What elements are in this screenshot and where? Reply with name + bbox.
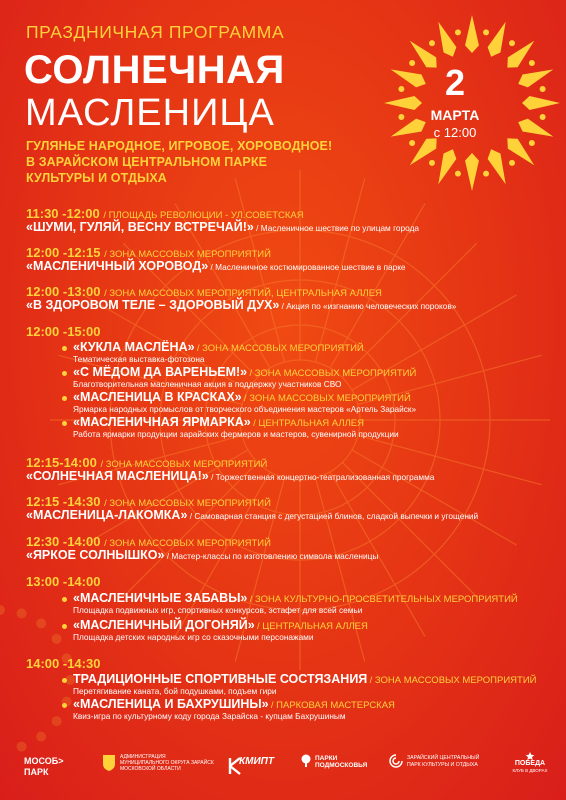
coat-of-arms-icon xyxy=(102,754,116,772)
bullet-icon xyxy=(62,703,67,708)
ornament-dot xyxy=(17,608,27,618)
event-title: «МАСЛЕНИЦА И БАХРУШИНЫ» xyxy=(73,697,269,711)
event-row xyxy=(73,697,395,711)
event-title: «МАСЛЕНИЧНЫЕ ЗАБАВЫ» xyxy=(73,591,248,605)
event-title: «МАСЛЕНИЦА-ЛАКОМКА» xyxy=(26,508,188,522)
event-row xyxy=(26,298,456,312)
event-location: / ЗОНА КУЛЬТУРНО-ПРОСВЕТИТЕЛЬНЫХ МЕРОПРИЯТИЙ xyxy=(249,594,518,605)
event-row xyxy=(73,415,364,429)
event-location: / ЗОНА МАССОВЫХ МЕРОПРИЯТИЙ xyxy=(243,393,411,404)
event-time: 12:15 -14:30 / ЗОНА МАССОВЫХ МЕРОПРИЯТИЙ xyxy=(26,494,271,509)
event-row xyxy=(73,672,537,686)
ornament-ray xyxy=(352,450,517,545)
event-title: «КУКЛА МАСЛЁНА» xyxy=(73,340,195,354)
event-description: Ярмарка народных промыслов от творческого объединения мастеров «Артель Зарайск» xyxy=(73,404,417,414)
sun-dot xyxy=(398,86,404,92)
event-row xyxy=(26,508,478,522)
sun-ray xyxy=(518,69,553,87)
sun-dot xyxy=(398,114,404,120)
event-location: / ЦЕНТРАЛЬНАЯ АЛЛЕЯ xyxy=(256,621,368,632)
event-time: 12:00 -15:00 xyxy=(26,324,101,339)
sun-dot xyxy=(483,171,489,177)
event-description: Благотворительная масленичная акция в поддержку участников СВО xyxy=(73,379,342,389)
event-time: 12:15-14:00 / ЗОНА МАССОВЫХ МЕРОПРИЯТИЙ xyxy=(26,455,268,470)
bullet-icon xyxy=(62,396,67,401)
sun-dot xyxy=(540,114,546,120)
date-month: МАРТА xyxy=(430,107,480,123)
event-location: / ЗОНА МАССОВЫХ МЕРОПРИЯТИЙ xyxy=(196,343,364,354)
event-time: 12:00 -12:15 / ЗОНА МАССОВЫХ МЕРОПРИЯТИЙ xyxy=(26,245,271,260)
sun-dot xyxy=(409,140,415,146)
event-row xyxy=(26,469,434,483)
event-row xyxy=(73,365,416,379)
event-title: «ШУМИ, ГУЛЯЙ, ВЕСНУ ВСТРЕЧАЙ!» xyxy=(26,220,254,234)
event-row xyxy=(73,591,518,605)
tree-icon xyxy=(300,754,312,768)
subtitle-line-1: ГУЛЯНЬЕ НАРОДНОЕ, ИГРОВОЕ, ХОРОВОДНОЕ! xyxy=(26,139,333,153)
date-time: с 12:00 xyxy=(433,125,477,140)
bullet-icon xyxy=(62,421,67,426)
title-line-1: СОЛНЕЧНАЯ xyxy=(24,48,285,92)
sun-ray xyxy=(522,96,560,110)
event-row xyxy=(73,390,411,404)
sun-ray xyxy=(465,15,479,53)
mosobl-park-logo: МОСОБ> ПАРК xyxy=(24,756,64,777)
event-description: Площадка детских народных игр со сказочными персонажами xyxy=(73,632,314,642)
sun-dot xyxy=(529,60,535,66)
pobeda-logo: ПОБЕДА КЛУБ В ДВОРАХ xyxy=(510,752,550,773)
ornament-dot xyxy=(52,634,62,644)
poster: ПРАЗДНИЧНАЯ ПРОГРАММА СОЛНЕЧНАЯ МАСЛЕНИЦА ГУЛЯНЬЕ НАРОДНОЕ, ИГРОВОЕ, ХОРОВОДНОЕ! В ЗАРАЙСКОМ ЦЕНТРАЛЬНОМ ПАРКЕ КУЛЬТУРЫ И ОТДЫХА 2 МАРТА с 12:00 11:30 -12:00 / ПЛОЩАДЬ РЕВОЛЮЦИИ - УЛ.СОВЕТСКАЯ «ШУМИ, ГУЛЯЙ, ВЕСНУ ВСТРЕЧАЙ!» / Масленичное шествие по улицам города 12:00 -12:15 / ЗОНА МАССОВЫХ МЕРОПРИЯТИЙ «МАСЛЕНИЧНЫЙ ХОРОВОД» / Масленичное костюмированное шествие в парке 12:00 -13:00 / ЗОНА МАССОВЫХ МЕРОПРИЯТИЙ, ЦЕНТРАЛЬНАЯ АЛЛЕЯ «В ЗДОРОВОМ ТЕЛЕ – ЗДОРОВЫЙ ДУХ» / Акция по «изгнанию человеческих пороков» 12:00 -15:00 «КУКЛА МАСЛЁНА» / ЗОНА МАССОВЫХ МЕРОПРИЯТИЙ Тематическая выставка-фотозона «С МЁДОМ ДА ВАРЕНЬЕМ!» / ЗОНА МАССОВЫХ МЕРОПРИЯТИЙ Благотворительная масленичная акция в поддержку участников СВО «МАСЛЕНИЦА В КРАСКАХ» / ЗОНА МАССОВЫХ МЕРОПРИЯТИЙ Ярмарка народных промыслов от творческого объединения мастеров «Артель Зарайск» «МАСЛЕНИЧНАЯ ЯРМАРКА» / ЦЕНТРАЛЬНАЯ АЛЛЕЯ Работа ярмарки продукции зарайских фермеров и мастеров, сувенирной продукции 12:15-14:00 / ЗОНА МАССОВЫХ МЕРОПРИЯТИЙ «СОЛНЕЧНАЯ МАСЛЕНИЦА!» / Торжественная концертно-театрализованная программа 12:15 -14:30 / ЗОНА МАССОВЫХ МЕРОПРИЯТИЙ «МАСЛЕНИЦА-ЛАКОМКА» / Самоварная станция с дегустацией блинов, сладкой выпечки и угощений 12:30 -14:00 / ЗОНА МАССОВЫХ МЕРОПРИЯТИЙ «ЯРКОЕ СОЛНЫШКО» / Мастер-классы по изготовлению символа масленицы 13:00 -14:00 «МАСЛЕНИЧНЫЕ ЗАБАВЫ» / ЗОНА КУЛЬТУРНО-ПРОСВЕТИТЕЛЬНЫХ МЕРОПРИЯТИЙ Площадка подвижных игр, спортивных конкурсов, эстафет для всей семьи «МАСЛЕНИЧНЫЙ ДОГОНЯЙ» / ЦЕНТРАЛЬНАЯ АЛЛЕЯ Площадка детских народных игр со сказочными персонажами 14:00 -14:30 ТРАДИЦИОННЫЕ СПОРТИВНЫЕ СОСТЯЗАНИЯ / ЗОНА МАССОВЫХ МЕРОПРИЯТИЙ Перетягивание каната, бой подушками, подъем гири «МАСЛЕНИЦА И БАХРУШИНЫ» / ПАРКОВАЯ МАСТЕРСКАЯ Квиз-игра по культурному коду города Зарайска - купцам Бахрушиным МОСОБ> ПАРК АДМИНИСТРАЦИЯ МУНИЦИПАЛЬНОГО ОКРУГА ЗАРАЙСК МОСКОВСКОЙ ОБЛАСТИ КМИПТ ПАРКИ ПОДМОСКОВЬЯ ЗАРАЙСКИЙ ЦЕНТРАЛЬНЫЙ ПАРК КУЛЬТУРЫ И ОТДЫХА ПОБЕДА КЛУБ В ДВОРАХ xyxy=(0,0,566,800)
event-location: / ЗОНА МАССОВЫХ МЕРОПРИЯТИЙ xyxy=(100,459,268,470)
event-row xyxy=(26,548,378,562)
park-swirl-icon xyxy=(388,753,404,769)
sun-dot xyxy=(483,29,489,35)
ornament-dot xyxy=(36,732,46,742)
event-title: «МАСЛЕНИЧНЫЙ ДОГОНЯЙ» xyxy=(73,618,255,632)
event-title: «МАСЛЕНИЧНАЯ ЯРМАРКА» xyxy=(73,415,251,429)
event-location: / ЗОНА МАССОВЫХ МЕРОПРИЯТИЙ xyxy=(104,538,271,549)
event-description: Площадка подвижных игр, спортивных конкурсов, эстафет для всей семьи xyxy=(73,605,363,615)
event-time: 12:30 -14:00 / ЗОНА МАССОВЫХ МЕРОПРИЯТИЙ xyxy=(26,534,271,549)
sun-ray xyxy=(438,22,456,57)
event-title: ТРАДИЦИОННЫЕ СПОРТИВНЫЕ СОСТЯЗАНИЯ xyxy=(73,672,368,686)
bullet-icon xyxy=(62,597,67,602)
sun-dot xyxy=(455,29,461,35)
event-location: / ЗОНА МАССОВЫХ МЕРОПРИЯТИЙ xyxy=(104,249,271,260)
event-description: / Акция по «изгнанию человеческих пороков» xyxy=(281,301,457,311)
event-description: Тематическая выставка-фотозона xyxy=(73,354,205,364)
star-icon xyxy=(525,752,535,760)
event-location: / ЗОНА МАССОВЫХ МЕРОПРИЯТИЙ xyxy=(104,498,271,509)
event-location: / ЗОНА МАССОВЫХ МЕРОПРИЯТИЙ xyxy=(369,675,537,686)
subtitle xyxy=(26,138,332,186)
sun-icon xyxy=(372,8,566,198)
event-title: «МАСЛЕНИЦА В КРАСКАХ» xyxy=(73,390,242,404)
bullet-icon xyxy=(62,624,67,629)
event-title: «С МЁДОМ ДА ВАРЕНЬЕМ!» xyxy=(73,365,248,379)
event-row xyxy=(73,340,364,354)
date-day: 2 xyxy=(444,62,466,103)
event-location: / ЦЕНТРАЛЬНАЯ АЛЛЕЯ xyxy=(253,418,365,429)
ornament-dot xyxy=(0,605,5,615)
ornament-dot xyxy=(52,716,62,726)
sun-dot xyxy=(429,40,435,46)
event-description: Перетягивание каната, бой подушками, подъем гири xyxy=(73,686,277,696)
event-time: 12:00 -13:00 / ЗОНА МАССОВЫХ МЕРОПРИЯТИЙ, ЦЕНТРАЛЬНАЯ АЛЛЕЯ xyxy=(26,284,382,299)
event-description: Работа ярмарки продукции зарайских фермеров и мастеров, сувенирной продукции xyxy=(73,429,399,439)
event-title: «ЯРКОЕ СОЛНЫШКО» xyxy=(26,548,165,562)
event-description: / Масленичное шествие по улицам города xyxy=(256,223,420,233)
event-location: / ЗОНА МАССОВЫХ МЕРОПРИЯТИЙ xyxy=(249,368,417,379)
sun-dot xyxy=(429,160,435,166)
event-row xyxy=(26,259,406,273)
event-time: 13:00 -14:00 xyxy=(26,574,101,589)
event-location: / ЗОНА МАССОВЫХ МЕРОПРИЯТИЙ, ЦЕНТРАЛЬНАЯ АЛЛЕЯ xyxy=(104,288,382,299)
event-description: / Торжественная концертно-театрализованная программа xyxy=(211,472,435,482)
event-title: «В ЗДОРОВОМ ТЕЛЕ – ЗДОРОВЫЙ ДУХ» xyxy=(26,298,280,312)
event-description: Квиз-игра по культурному коду города Зарайска - купцам Бахрушиным xyxy=(73,711,346,721)
event-description: / Мастер-классы по изготовлению символа масленицы xyxy=(166,551,379,561)
event-location: / ПАРКОВАЯ МАСТЕРСКАЯ xyxy=(270,700,395,711)
event-time: 14:00 -14:30 xyxy=(26,656,101,671)
sun-dot xyxy=(509,40,515,46)
bullet-icon xyxy=(62,346,67,351)
sun-dot xyxy=(509,160,515,166)
event-description: / Масленичное костюмированное шествие в парке xyxy=(210,262,406,272)
sun-dot xyxy=(455,171,461,177)
sun-dot xyxy=(529,140,535,146)
sun-ray xyxy=(488,22,506,57)
bullet-icon xyxy=(62,678,67,683)
sun-ray xyxy=(488,149,506,184)
title-line-2: МАСЛЕНИЦА xyxy=(25,92,275,134)
subtitle-line-2: В ЗАРАЙСКОМ ЦЕНТРАЛЬНОМ ПАРКЕ xyxy=(26,155,268,169)
event-description: / Самоварная станция с дегустацией блинов, сладкой выпечки и угощений xyxy=(189,511,479,521)
sun-dot xyxy=(540,86,546,92)
ornament-dot xyxy=(36,618,46,628)
sun-ray xyxy=(465,153,479,191)
subtitle-line-3: КУЛЬТУРЫ И ОТДЫХА xyxy=(26,171,167,185)
event-location: / ПЛОЩАДЬ РЕВОЛЮЦИИ - УЛ.СОВЕТСКАЯ xyxy=(103,210,304,221)
event-time: 11:30 -12:00 / ПЛОЩАДЬ РЕВОЛЮЦИИ - УЛ.СОВЕТСКАЯ xyxy=(26,206,304,221)
event-row xyxy=(73,618,368,632)
ornament-dot xyxy=(17,742,27,752)
sun-ray xyxy=(438,149,456,184)
sun-ray xyxy=(518,119,553,137)
event-title: «СОЛНЕЧНАЯ МАСЛЕНИЦА!» xyxy=(26,469,209,483)
program-label: ПРАЗДНИЧНАЯ ПРОГРАММА xyxy=(26,22,285,42)
event-row xyxy=(26,220,419,234)
event-title: «МАСЛЕНИЧНЫЙ ХОРОВОД» xyxy=(26,259,209,273)
bullet-icon xyxy=(62,371,67,376)
